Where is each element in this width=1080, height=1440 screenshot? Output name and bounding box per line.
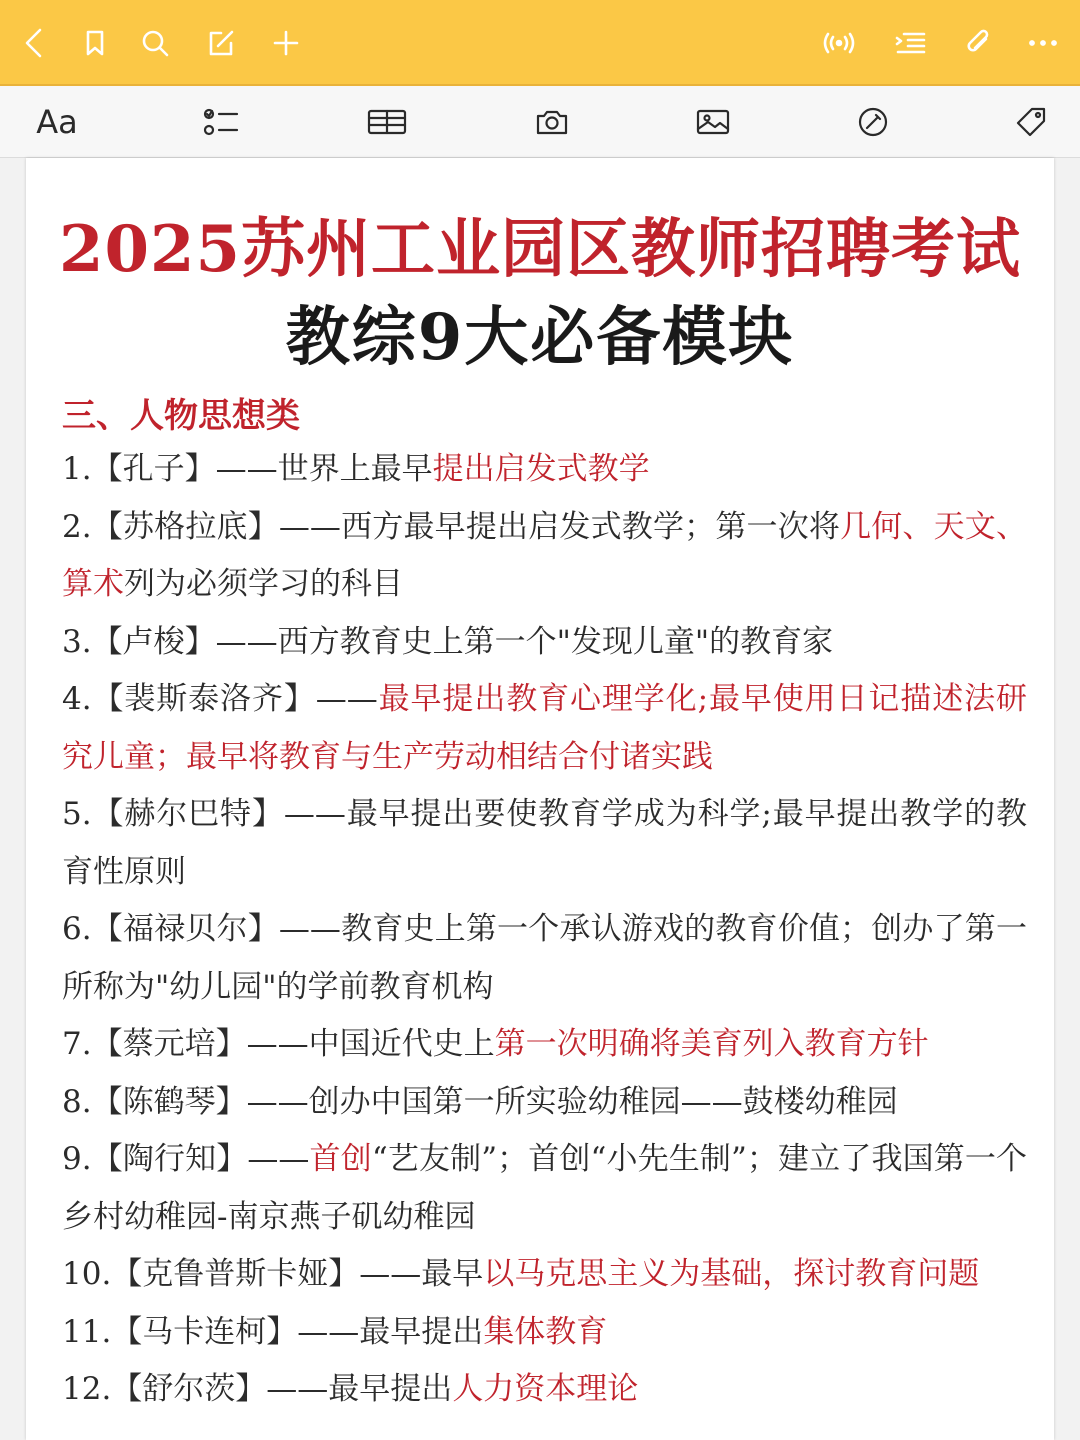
list-item: 2.【苏格拉底】——西方最早提出启发式教学；第一次将几何、天文、算术列为必须学习的科目: [62, 508, 1027, 602]
search-icon[interactable]: [134, 22, 176, 64]
bookmark-icon[interactable]: [74, 22, 116, 64]
list-item: 1.【孔子】——世界上最早提出启发式教学: [62, 451, 650, 487]
attachment-icon[interactable]: [957, 22, 999, 64]
image-icon[interactable]: [690, 100, 736, 144]
tag-icon[interactable]: [1008, 100, 1054, 144]
outline-icon[interactable]: [890, 22, 932, 64]
table-icon[interactable]: [364, 100, 410, 144]
note-subtitle: 教综9大必备模块: [285, 300, 795, 375]
list-item: 7.【蔡元培】——中国近代史上第一次明确将美育列入教育方针: [62, 1026, 929, 1062]
format-toolbar: [0, 86, 1080, 158]
top-toolbar: [0, 0, 1080, 86]
camera-icon[interactable]: [529, 100, 575, 144]
section-heading: 三、人物思想类: [62, 396, 300, 436]
add-icon[interactable]: [265, 22, 307, 64]
list-item: 5.【赫尔巴特】——最早提出要使教育学成为科学;最早提出教学的教育性原则: [62, 796, 1027, 890]
note-content: [62, 441, 1027, 1419]
list-item: 8.【陈鹤琴】——创办中国第一所实验幼稚园——鼓楼幼稚园: [62, 1083, 898, 1120]
list-item: 9.【陶行知】——首创“艺友制”；首创“小先生制”；建立了我国第一个乡村幼稚园-南京燕子矶幼稚园: [62, 1141, 1028, 1235]
more-icon[interactable]: [1022, 22, 1064, 64]
pen-icon[interactable]: [850, 100, 896, 144]
list-item: 3.【卢梭】——西方教育史上第一个"发现儿童"的教育家: [62, 623, 834, 660]
list-item: 6.【福禄贝尔】——教育史上第一个承认游戏的教育价值；创办了第一所称为"幼儿园"的学前教育机构: [62, 911, 1027, 1005]
list-item: 11.【马卡连柯】——最早提出集体教育: [62, 1313, 608, 1350]
note-page[interactable]: [26, 158, 1054, 1440]
list-item: 12.【舒尔茨】——最早提出人力资本理论: [62, 1371, 639, 1407]
list-item: 4.【裴斯泰洛齐】——最早提出教育心理学化;最早使用日记描述法研究儿童；最早将教育与生产劳动相结合付诸实践: [62, 681, 1027, 775]
list-item: 10.【克鲁普斯卡娅】——最早以马克思主义为基础，探讨教育问题: [62, 1256, 980, 1292]
checklist-icon[interactable]: [198, 100, 244, 144]
note-title: 2025苏州工业园区教师招聘考试: [58, 212, 1022, 287]
font-icon[interactable]: [34, 100, 80, 144]
broadcast-icon[interactable]: [818, 22, 860, 64]
back-icon[interactable]: [14, 22, 56, 64]
font-label: Aa: [36, 103, 78, 141]
edit-icon[interactable]: [200, 22, 242, 64]
